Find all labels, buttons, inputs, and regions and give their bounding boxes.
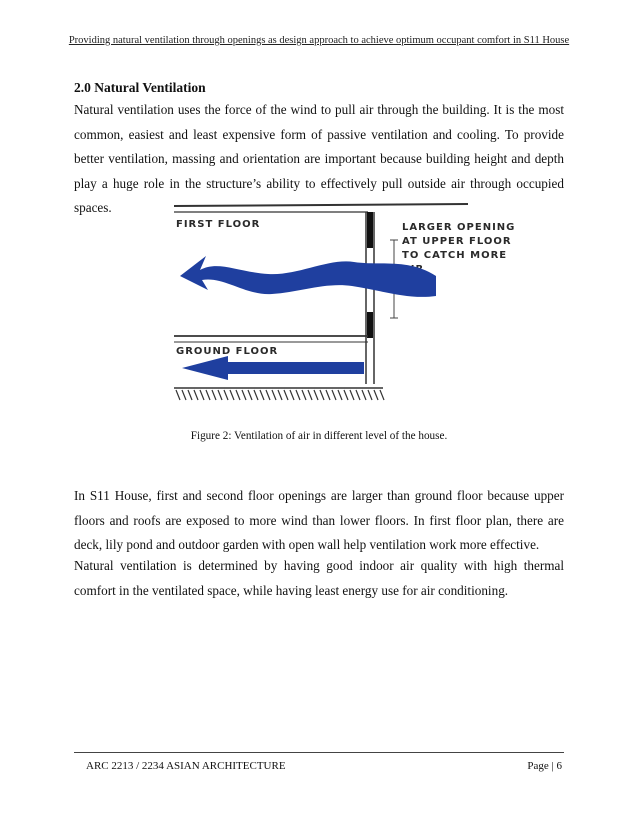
page-number: Page | 6 bbox=[527, 760, 562, 772]
left-arrow-icon bbox=[182, 356, 364, 380]
section-heading: 2.0 Natural Ventilation bbox=[74, 80, 206, 95]
footer-course: ARC 2213 / 2234 ASIAN ARCHITECTURE bbox=[86, 760, 286, 772]
body-paragraph-2: Natural ventilation is determined by having good indoor air quality with high thermal comfort in the ventilated space, while having least energy use for air conditioning. bbox=[74, 558, 564, 598]
intro-paragraph: Natural ventilation uses the force of the wind to pull air through the building. It is the most common, easiest and least expensive form of passive ventilation and cooling. To provide better ventilation, massing and orientation are important because building height and depth play a huge role in the structure’s ability to effectively pull outside air through occupied spaces. bbox=[74, 102, 564, 215]
upper-air-flow bbox=[180, 256, 436, 297]
ventilation-sketch bbox=[168, 196, 516, 418]
figure-caption: Figure 2: Ventilation of air in different level of the house. bbox=[190, 430, 448, 442]
body-paragraph-1: In S11 House, first and second floor openings are larger than ground floor because upper floors and roofs are exposed to more wind than lower floors. In first floor plan, there are deck, lily pond and outdoor garden with open wall help ventilation work more effective. bbox=[74, 488, 564, 552]
first-floor-label: FIRST FLOOR bbox=[176, 219, 261, 230]
annotation-line-1: LARGER OPENING bbox=[402, 222, 516, 233]
running-header: Providing natural ventilation through openings as design approach to achieve optimum occupant comfort in S11 House bbox=[68, 35, 570, 46]
upper-slab-line bbox=[174, 204, 468, 206]
ground-floor-label: GROUND FLOOR bbox=[176, 346, 279, 357]
annotation-line-2: AT UPPER FLOOR bbox=[402, 236, 512, 247]
ventilation-figure bbox=[168, 196, 516, 418]
footer-divider bbox=[74, 752, 564, 753]
annotation-line-3: TO CATCH MORE bbox=[402, 250, 508, 261]
